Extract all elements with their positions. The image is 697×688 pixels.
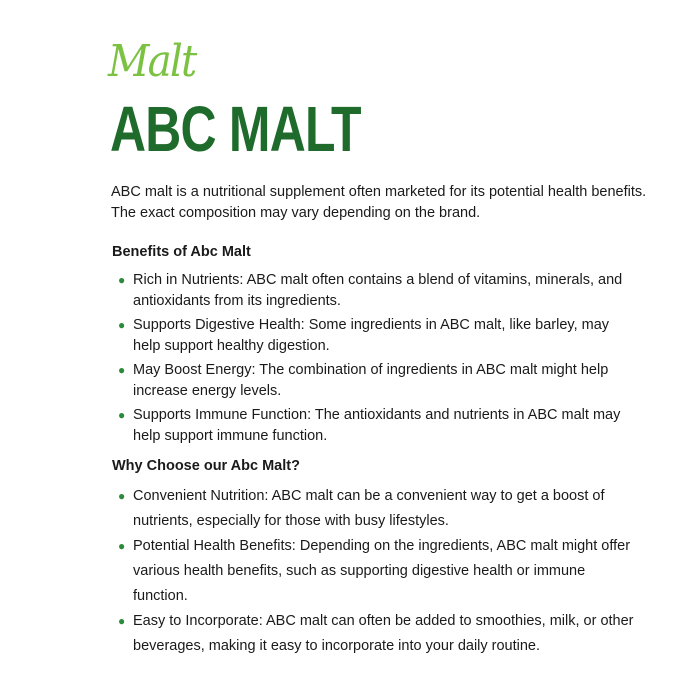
list-item-text: May Boost Energy: The combination of ingredients in ABC malt might help increase energy levels. — [133, 362, 609, 399]
bullet-icon: ● — [118, 318, 126, 332]
page-title: ABC MALT — [110, 93, 361, 165]
list-item — [118, 270, 638, 312]
list-item — [118, 360, 638, 402]
list-item-text: Rich in Nutrients: ABC malt often contains a blend of vitamins, minerals, and antioxidants from its ingredients. — [133, 272, 623, 309]
list-item — [118, 315, 638, 357]
list-item-text: Convenient Nutrition: ABC malt can be a convenient way to get a boost of nutrients, especially for those with busy lifestyles. — [133, 488, 605, 529]
bullet-icon: ● — [118, 614, 126, 628]
why-choose-list — [118, 484, 638, 659]
list-item — [118, 534, 638, 609]
list-item-text: Potential Health Benefits: Depending on the ingredients, ABC malt might offer various health benefits, such as supporting digestive health or immune function. — [133, 538, 631, 604]
bullet-icon: ● — [118, 408, 126, 422]
list-item-text: Supports Digestive Health: Some ingredients in ABC malt, like barley, may help support healthy digestion. — [133, 317, 610, 354]
benefits-heading: Benefits of Abc Malt — [112, 244, 251, 260]
list-item-text: Easy to Incorporate: ABC malt can often be added to smoothies, milk, or other beverages, making it easy to incorporate into your daily routine. — [133, 613, 634, 654]
list-item — [118, 609, 638, 659]
bullet-icon: ● — [118, 273, 126, 287]
list-item-text: Supports Immune Function: The antioxidants and nutrients in ABC malt may help support immune function. — [133, 407, 621, 444]
list-item — [118, 405, 638, 447]
why-choose-heading: Why Choose our Abc Malt? — [112, 458, 300, 474]
intro-paragraph: ABC malt is a nutritional supplement often marketed for its potential health benefits. The exact composition may vary depending on the brand. — [111, 184, 647, 221]
benefits-list — [118, 270, 638, 450]
bullet-icon: ● — [118, 489, 126, 503]
bullet-icon: ● — [118, 539, 126, 553]
script-title: Malt — [108, 36, 196, 87]
bullet-icon: ● — [118, 363, 126, 377]
list-item — [118, 484, 638, 534]
